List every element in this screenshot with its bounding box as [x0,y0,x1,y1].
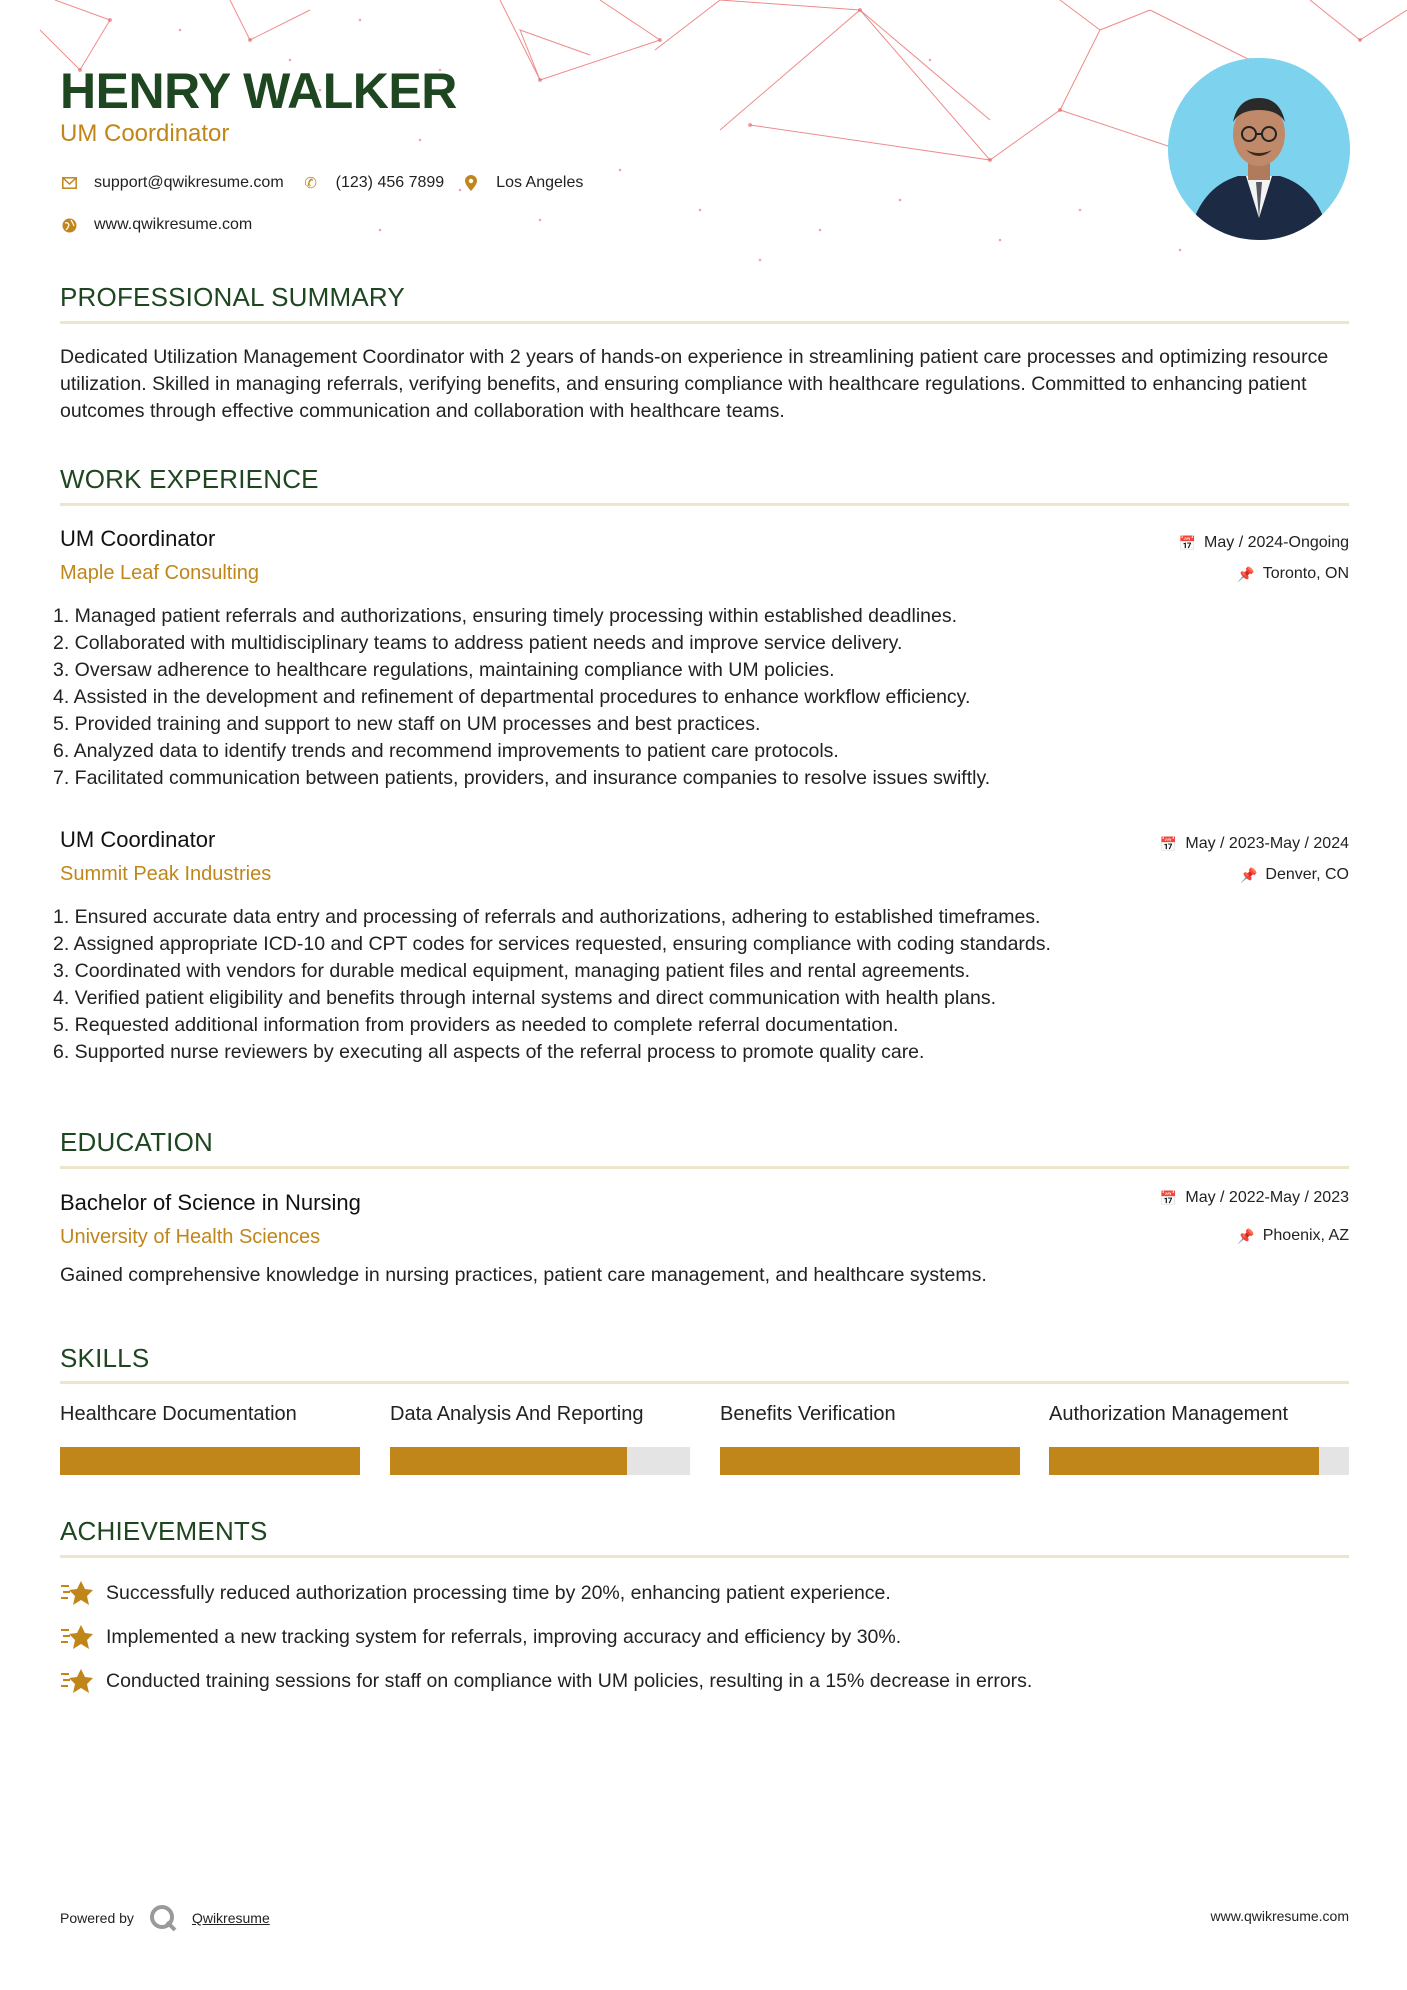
company-name: Summit Peak Industries [60,863,272,885]
location-item [462,174,583,192]
job-title: UM Coordinator [60,827,216,852]
email-text: support@qwikresume.com [94,174,284,191]
list-item: 5. Requested additional information from providers as needed to complete referral documentation. [53,1014,899,1036]
website-item[interactable] [60,216,252,234]
contact-row [60,174,601,192]
job-location-text: Denver, CO [1265,866,1349,883]
education-description: Gained comprehensive knowledge in nursing practices, patient care management, and healthcare systems. [60,1264,987,1286]
job-location [1240,866,1349,884]
candidate-role: UM Coordinator [60,120,230,147]
pushpin-icon: 📌 [1237,565,1255,582]
skill-item [390,1403,690,1475]
email-item[interactable] [60,174,284,192]
skill-bar [60,1447,360,1475]
pushpin-icon: 📌 [1239,866,1258,883]
footer-url[interactable]: www.qwikresume.com [1210,1908,1349,1924]
calendar-icon: 📅 [1159,835,1178,852]
phone-icon: ✆ [304,175,317,192]
list-item: 1. Managed patient referrals and authorizations, ensuring timely processing within established deadlines. [53,605,958,627]
skill-label: Authorization Management [1049,1403,1289,1425]
list-item: 6. Supported nurse reviewers by executing all aspects of the referral process to promote quality care. [53,1041,925,1063]
achievement-item [60,1622,901,1652]
skills-heading: SKILLS [60,1343,150,1373]
job-location [1237,565,1349,583]
skill-label: Healthcare Documentation [60,1403,297,1425]
calendar-icon: 📅 [1159,1189,1178,1206]
list-item: 6. Analyzed data to identify trends and recommend improvements to patient care protocols. [53,740,839,762]
skill-bar-fill [720,1447,1020,1475]
education-heading: EDUCATION [60,1127,213,1157]
contact-row-2 [60,216,270,234]
skill-bar [1049,1447,1349,1475]
brand-link[interactable]: Qwikresume [191,1910,270,1926]
job-title: UM Coordinator [60,526,216,551]
section-divider [60,1555,1349,1558]
star-icon [60,1578,94,1608]
phone-item[interactable] [302,174,445,192]
location-text: Los Angeles [496,174,584,191]
skill-bar [720,1447,1020,1475]
skill-bar-fill [1049,1447,1319,1475]
job-bullets [53,603,990,792]
experience-heading: WORK EXPERIENCE [60,464,319,494]
achievement-item [60,1578,891,1608]
education-dates [1160,1189,1349,1207]
list-item: 3. Oversaw adherence to healthcare regulations, maintaining compliance with UM policies. [53,659,835,681]
section-divider [60,321,1349,324]
pushpin-icon: 📌 [1237,1227,1255,1244]
section-divider [60,1166,1349,1169]
list-item: 1. Ensured accurate data entry and processing of referrals and authorizations, adhering to established timeframes. [53,906,1041,928]
calendar-icon: 📅 [1178,534,1197,551]
list-item: 2. Collaborated with multidisciplinary teams to address patient needs and improve service delivery. [53,632,903,654]
job-bullets [53,904,1051,1066]
achievements-heading: ACHIEVEMENTS [60,1516,268,1546]
list-item: 5. Provided training and support to new staff on UM processes and best practices. [53,713,761,735]
achievement-text: Implemented a new tracking system for referrals, improving accuracy and efficiency by 30%. [106,1625,902,1648]
job-dates-text: May / 2024-Ongoing [1204,534,1349,551]
school-name: University of Health Sciences [60,1226,321,1248]
skill-label: Data Analysis And Reporting [390,1403,644,1425]
globe-icon [60,216,78,234]
star-icon [60,1622,94,1652]
education-dates-text: May / 2022-May / 2023 [1185,1189,1349,1206]
list-item: 7. Facilitated communication between patients, providers, and insurance companies to resolve issues swiftly. [53,767,991,789]
summary-heading: PROFESSIONAL SUMMARY [60,282,405,312]
profile-photo [1168,58,1350,240]
skill-item [1049,1403,1349,1475]
envelope-icon [60,174,78,192]
skill-label: Benefits Verification [720,1403,896,1425]
qwikresume-logo-icon [148,1903,178,1933]
achievement-text: Conducted training sessions for staff on compliance with UM policies, resulting in a 15% decrease in errors. [106,1669,1033,1692]
job-dates [1179,534,1349,552]
map-pin-icon [462,174,480,192]
footer-powered-by [60,1903,270,1933]
star-icon [60,1666,94,1696]
powered-by-text: Powered by [60,1910,134,1926]
skill-item [720,1403,1020,1475]
skill-bar-fill [60,1447,360,1475]
achievement-item [60,1666,1032,1696]
website-text: www.qwikresume.com [94,216,253,233]
skill-bar-fill [390,1447,627,1475]
degree-title: Bachelor of Science in Nursing [60,1190,361,1215]
education-location-text: Phoenix, AZ [1262,1227,1349,1244]
job-location-text: Toronto, ON [1262,565,1349,582]
achievement-text: Successfully reduced authorization processing time by 20%, enhancing patient experience. [106,1581,891,1604]
section-divider [60,503,1349,506]
list-item: 4. Verified patient eligibility and benefits through internal systems and direct communication with health plans. [53,987,997,1009]
job-dates [1160,835,1349,853]
list-item: 4. Assisted in the development and refinement of departmental procedures to enhance workflow efficiency. [53,686,971,708]
skill-bar [390,1447,690,1475]
job-dates-text: May / 2023-May / 2024 [1185,835,1349,852]
list-item: 2. Assigned appropriate ICD-10 and CPT codes for services requested, ensuring compliance with coding standards. [53,933,1051,955]
candidate-name: HENRY WALKER [60,63,457,119]
summary-text: Dedicated Utilization Management Coordinator with 2 years of hands-on experience in streamlining patient care processes and optimizing resource utilization. Skilled in managing referrals, verifying benefits, and ensuring compliance with healthcare regulations. Committed to enhancing patient outcomes through effective communication and collaboration with healthcare teams. [60,346,1329,422]
skill-item [60,1403,360,1475]
section-divider [60,1381,1349,1384]
list-item: 3. Coordinated with vendors for durable medical equipment, managing patient files and rental agreements. [53,960,971,982]
company-name: Maple Leaf Consulting [60,562,260,584]
education-location [1237,1227,1349,1245]
phone-text: (123) 456 7899 [335,174,445,191]
